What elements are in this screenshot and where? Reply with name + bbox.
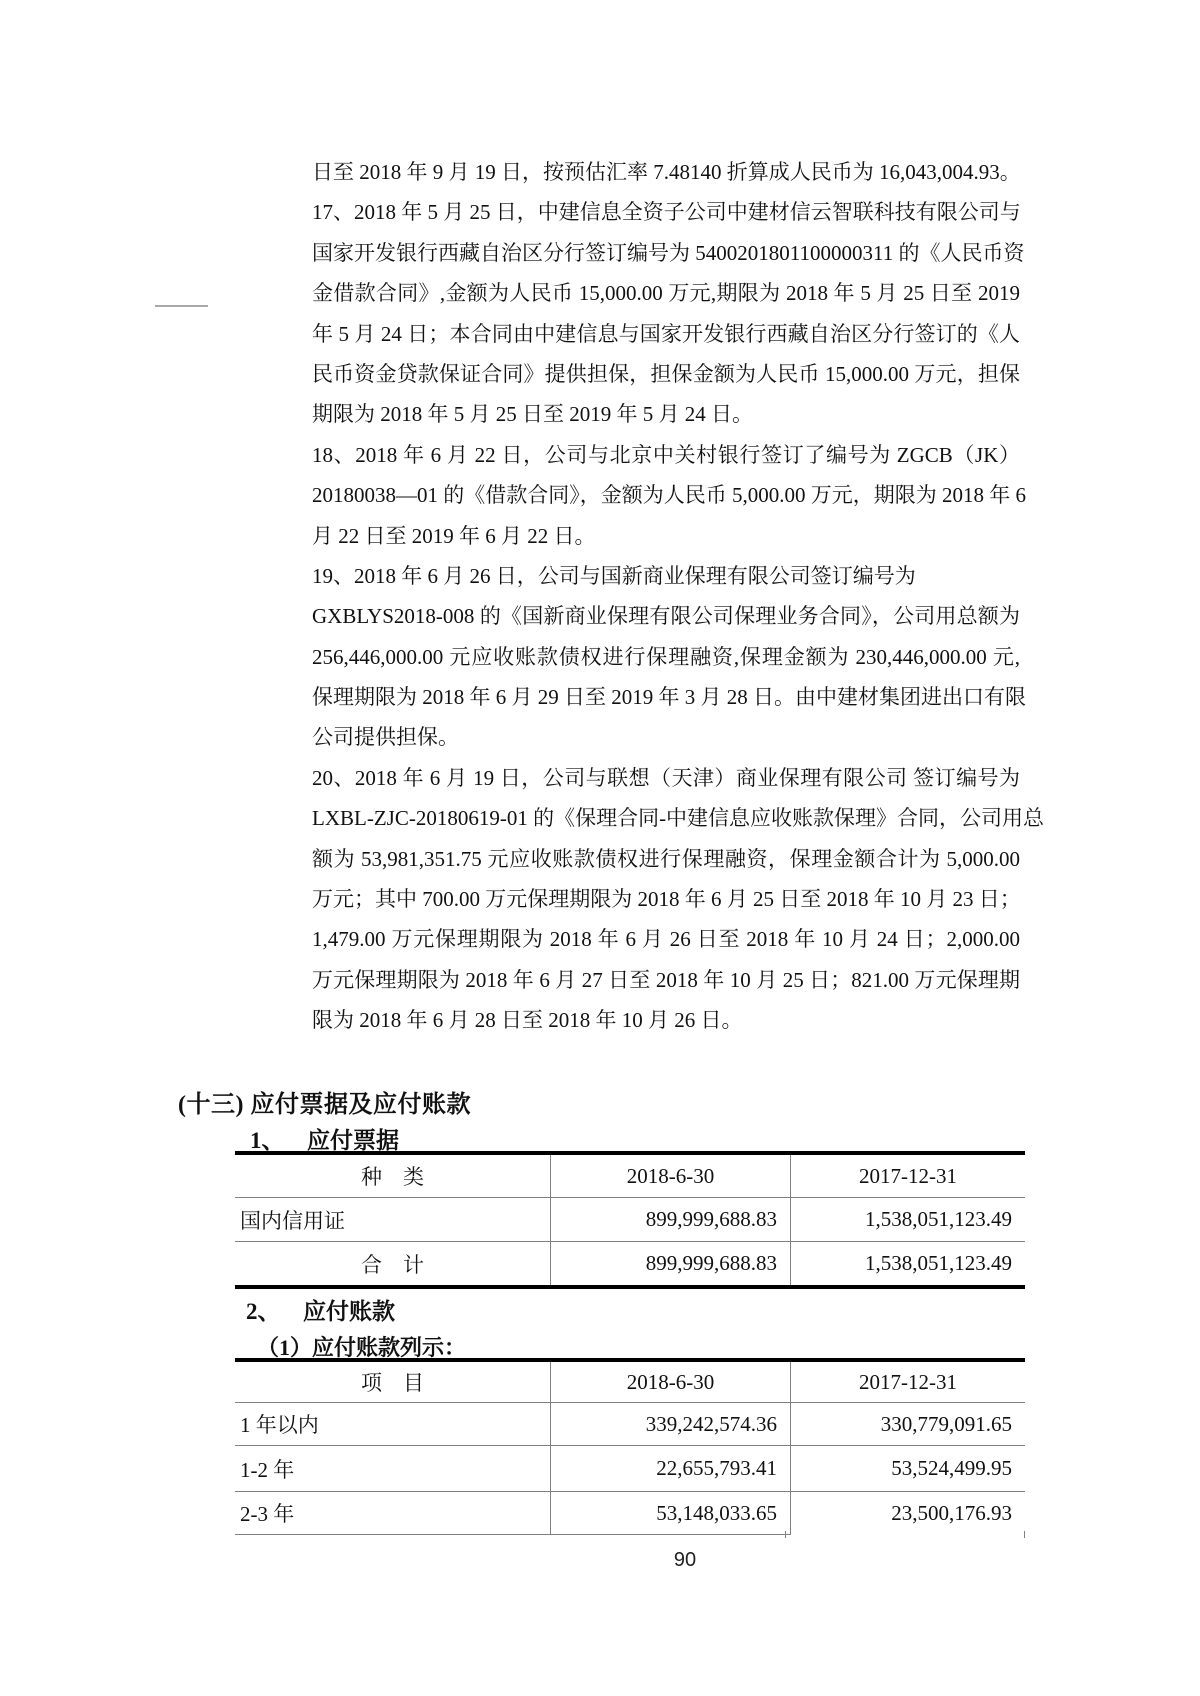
row-label: 国内信用证 (235, 1198, 550, 1242)
subheading-accounts-payable-list: （1）应付账款列示： (257, 1335, 467, 1360)
row-value-2018: 53,148,033.65 (550, 1492, 790, 1535)
body-line: 20、2018 年 6 月 19 日，公司与联想（天津）商业保理有限公司 签订编号为 (312, 765, 1020, 790)
body-line: 金借款合同》,金额为人民币 15,000.00 万元,期限为 2018 年 5 月 25 日至 2019 (312, 281, 1020, 306)
table-row (235, 1403, 1025, 1446)
total-label: 合 计 (361, 1252, 424, 1277)
body-line: 月 22 日至 2019 年 6 月 22 日。 (312, 523, 596, 548)
header-cell-2017-12-31: 2017-12-31 (790, 1155, 1025, 1198)
total-value-2018: 899,999,688.83 (550, 1242, 790, 1285)
subheading-accounts-payable (246, 1293, 395, 1323)
table-notes-payable (235, 1151, 1025, 1289)
row-value-2017: 330,779,091.65 (790, 1403, 1025, 1446)
body-line: 日至 2018 年 9 月 19 日，按预估汇率 7.48140 折算成人民币为 16,043,004.93。 (312, 160, 1021, 184)
subheading-number: 2、 (246, 1299, 281, 1324)
row-value-2018: 899,999,688.83 (550, 1198, 790, 1242)
total-value-2017: 1,538,051,123.49 (790, 1242, 1025, 1285)
header-cell-2018-6-30: 2018-6-30 (550, 1155, 790, 1198)
subheading-number: 1、 (250, 1128, 285, 1153)
table-row (235, 1446, 1025, 1492)
table-header-row (235, 1155, 1025, 1198)
header-cell-category: 种 类 (235, 1155, 550, 1198)
body-line: 年 5 月 24 日；本合同由中建信息与国家开发银行西藏自治区分行签订的《人 (312, 321, 1020, 346)
row-value-2017: 1,538,051,123.49 (790, 1198, 1025, 1242)
row-value-2018: 339,242,574.36 (550, 1403, 790, 1446)
subheading-notes-payable (250, 1122, 399, 1152)
table-header-row (235, 1362, 1025, 1403)
row-label: 1-2 年 (235, 1446, 550, 1492)
table-row (235, 1198, 1025, 1242)
row-value-2017: 53,524,499.95 (790, 1446, 1025, 1492)
section-13-heading: (十三) 应付票据及应付账款 (178, 1092, 471, 1118)
body-line: 18、2018 年 6 月 22 日，公司与北京中关村银行签订了编号为 ZGCB（JK） (312, 442, 1020, 467)
body-line: 保理期限为 2018 年 6 月 29 日至 2019 年 3 月 28 日。由中建材集团进出口有限 (312, 685, 1026, 710)
body-line: 万元；其中 700.00 万元保理期限为 2018 年 6 月 25 日至 2018 年 10 月 23 日； (312, 887, 1021, 912)
header-cell-2018-6-30: 2018-6-30 (550, 1362, 790, 1403)
row-label: 2-3 年 (235, 1492, 550, 1535)
body-line: 20180038—01 的《借款合同》，金额为人民币 5,000.00 万元，期限为 2018 年 6 (312, 483, 1026, 508)
row-value-2017: 23,500,176.93 (790, 1492, 1025, 1535)
body-line: 限为 2018 年 6 月 28 日至 2018 年 10 月 26 日。 (312, 1008, 743, 1033)
table-divider-stub (785, 1531, 786, 1538)
body-line: 17、2018 年 5 月 25 日，中建信息全资子公司中建材信云智联科技有限公司与 (312, 200, 1021, 225)
row-value-2018: 22,655,793.41 (550, 1446, 790, 1492)
body-line: 民币资金贷款保证合同》提供担保，担保金额为人民币 15,000.00 万元，担保 (312, 361, 1020, 386)
body-line: 1,479.00 万元保理期限为 2018 年 6 月 26 日至 2018 年 10 月 24 日；2,000.00 (312, 927, 1020, 952)
page-number: 90 (673, 1549, 697, 1571)
body-line: 额为 53,981,351.75 元应收账款债权进行保理融资，保理金额合计为 5,000.00 (312, 846, 1020, 871)
subheading-label: 应付账款 (303, 1299, 395, 1324)
body-line: GXBLYS2018-008 的《国新商业保理有限公司保理业务合同》，公司用总额为 (312, 604, 1020, 629)
table-total-row (235, 1242, 1025, 1285)
table-divider-stub (1024, 1531, 1025, 1538)
body-line: LXBL-ZJC-20180619-01 的《保理合同-中建信息应收账款保理》合同，公司用总 (312, 806, 1045, 831)
subheading-label: 应付票据 (307, 1128, 399, 1153)
body-line: 公司提供担保。 (312, 725, 459, 750)
row-label: 1 年以内 (235, 1403, 550, 1446)
header-cell-item: 项 目 (235, 1362, 550, 1403)
header-cell-2017-12-31: 2017-12-31 (790, 1362, 1025, 1403)
body-line: 19、2018 年 6 月 26 日，公司与国新商业保理有限公司签订编号为 (312, 563, 916, 588)
table-row (235, 1492, 1025, 1535)
body-text-block (312, 152, 1045, 1041)
body-line: 万元保理期限为 2018 年 6 月 27 日至 2018 年 10 月 25 日；821.00 万元保理期 (312, 967, 1020, 992)
margin-dash-artifact (155, 305, 208, 307)
body-line: 国家开发银行西藏自治区分行签订编号为 5400201801100000311 的《人民币资 (312, 240, 1025, 265)
table-accounts-payable (235, 1358, 1025, 1535)
body-line: 256,446,000.00 元应收账款债权进行保理融资,保理金额为 230,446,000.00 元, (312, 644, 1020, 669)
body-line: 期限为 2018 年 5 月 25 日至 2019 年 5 月 24 日。 (312, 402, 753, 427)
